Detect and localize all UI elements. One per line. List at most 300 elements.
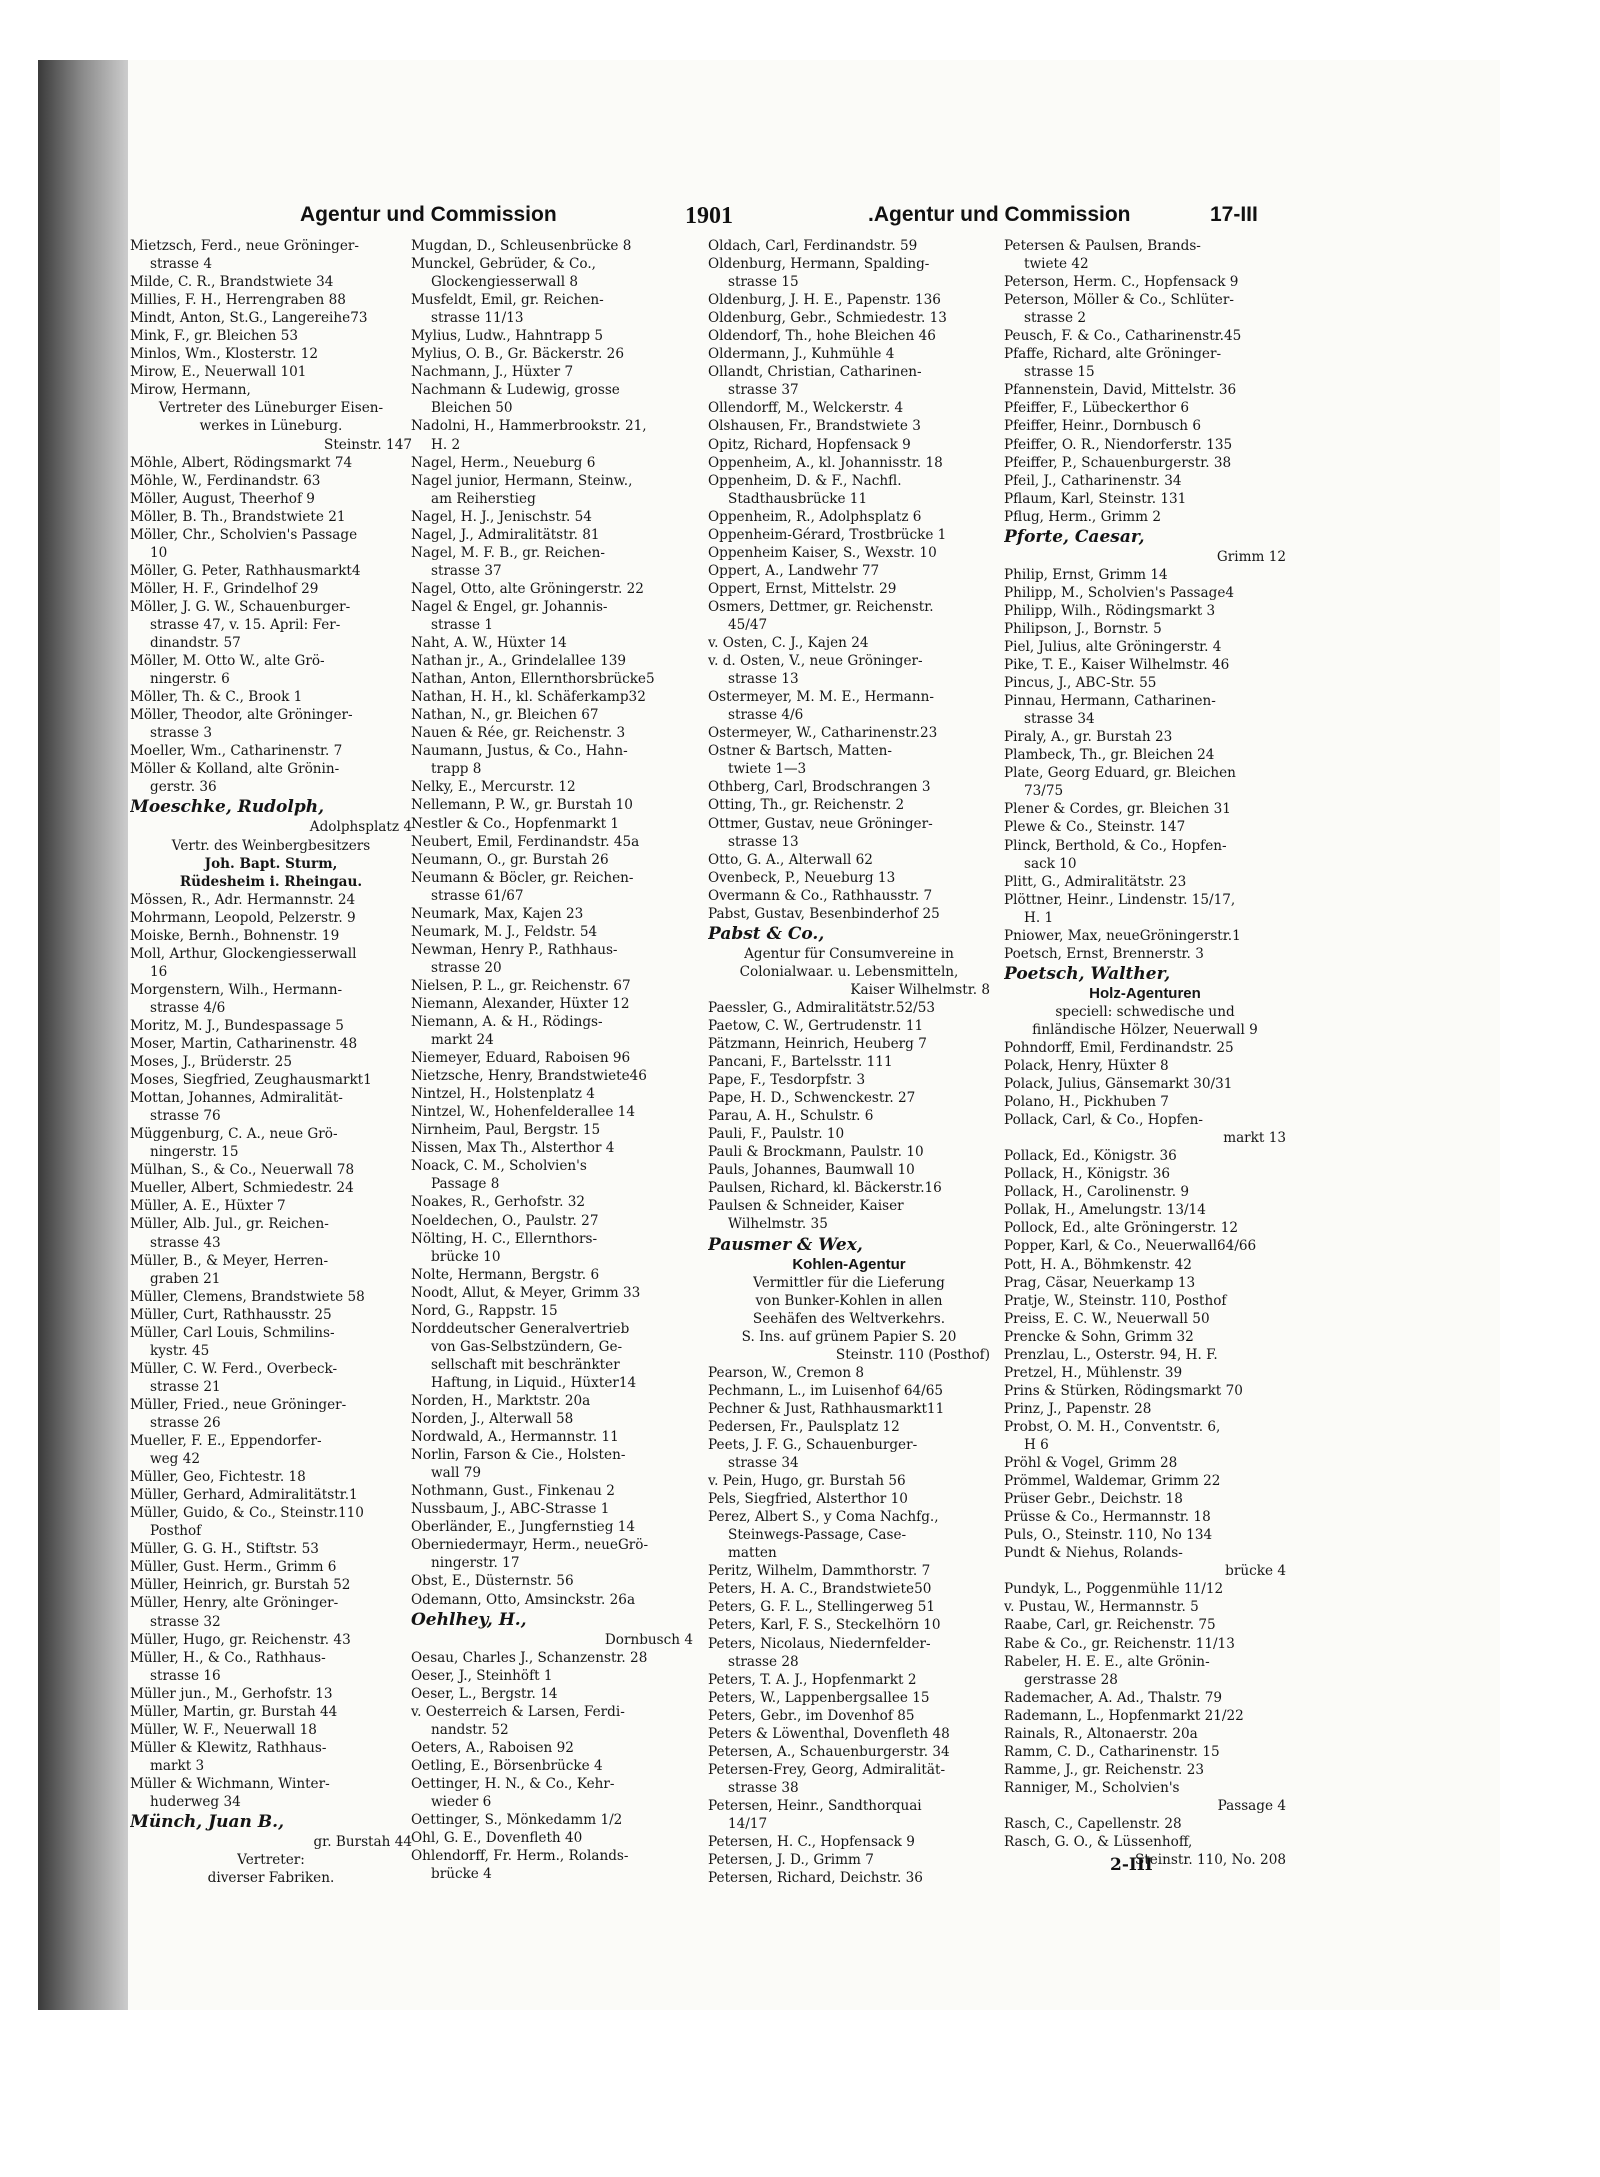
directory-entry: Rasch, G. O., & Lüssenhoff, bbox=[1004, 1834, 1193, 1851]
directory-entry: Plewe & Co., Steinstr. 147 bbox=[1004, 819, 1186, 836]
directory-entry: v. Pustau, W., Hermannstr. 5 bbox=[1004, 1599, 1199, 1616]
directory-entry: Pollack, H., Königstr. 36 bbox=[1004, 1166, 1171, 1183]
directory-entry: Möller, B. Th., Brandstwiete 21 bbox=[130, 508, 346, 525]
directory-entry: Nadolni, H., Hammerbrookstr. 21, bbox=[411, 418, 647, 435]
directory-entry: strasse 13 bbox=[728, 833, 799, 850]
directory-entry: Peters, W., Lappenbergsallee 15 bbox=[708, 1689, 930, 1706]
directory-entry: Nussbaum, J., ABC-Strasse 1 bbox=[411, 1501, 610, 1518]
directory-entry: Morgenstern, Wilh., Hermann- bbox=[130, 981, 343, 998]
directory-entry: Pollack, H., Carolinenstr. 9 bbox=[1004, 1184, 1190, 1201]
directory-entry: v. d. Osten, V., neue Gröninger- bbox=[708, 653, 923, 670]
directory-entry: Vermittler für die Lieferung bbox=[753, 1274, 945, 1291]
directory-entry: Pincus, J., ABC-Str. 55 bbox=[1004, 675, 1157, 692]
directory-entry: Poetsch, Ernst, Brennerstr. 3 bbox=[1004, 945, 1204, 962]
directory-entry: Nagel & Engel, gr. Johannis- bbox=[411, 598, 608, 615]
directory-entry: trapp 8 bbox=[431, 761, 482, 778]
directory-entry: Pauli, F., Paulstr. 10 bbox=[708, 1126, 845, 1143]
directory-entry: huderweg 34 bbox=[150, 1793, 241, 1810]
binding-shadow bbox=[38, 60, 136, 2010]
directory-entry: Müller, Gerhard, Admiralitätstr.1 bbox=[130, 1487, 358, 1504]
directory-entry: Prins & Stürken, Rödingsmarkt 70 bbox=[1004, 1382, 1243, 1399]
directory-entry: Nagel junior, Hermann, Steinw., bbox=[411, 472, 633, 489]
directory-entry: weg 42 bbox=[150, 1451, 201, 1468]
directory-entry: Mugdan, D., Schleusenbrücke 8 bbox=[411, 238, 632, 254]
directory-column-3 bbox=[708, 237, 990, 1887]
directory-entry: Peusch, F. & Co., Catharinenstr.45 bbox=[1004, 328, 1242, 345]
directory-entry: strasse 4 bbox=[150, 256, 213, 273]
directory-entry: Steinstr. 110, No. 208 bbox=[1134, 1852, 1286, 1869]
directory-entry: Müller, H., & Co., Rathhaus- bbox=[130, 1649, 326, 1666]
directory-entry: ningerstr. 17 bbox=[431, 1555, 520, 1572]
directory-entry: Oeser, J., Steinhöft 1 bbox=[411, 1667, 553, 1684]
directory-entry: Oldendorf, Th., hohe Bleichen 46 bbox=[708, 328, 936, 345]
directory-entry: Pfeiffer, O. R., Niendorferstr. 135 bbox=[1004, 436, 1233, 453]
directory-entry: Pfeiffer, F., Lübeckerthor 6 bbox=[1004, 400, 1189, 417]
advertiser-entry: Holz-Agenturen bbox=[1089, 984, 1201, 1002]
directory-entry: Pape, H. D., Schwenckestr. 27 bbox=[708, 1090, 916, 1107]
directory-column-4 bbox=[1004, 237, 1286, 1869]
directory-entry: Ostermeyer, M. M. E., Hermann- bbox=[708, 689, 934, 706]
directory-entry: Noodt, Allut, & Meyer, Grimm 33 bbox=[411, 1284, 641, 1301]
directory-entry: Othberg, Carl, Brodschrangen 3 bbox=[708, 779, 931, 796]
directory-entry: Möller, G. Peter, Rathhausmarkt4 bbox=[130, 562, 361, 579]
directory-entry: Oldenburg, Gebr., Schmiedestr. 13 bbox=[708, 310, 947, 327]
directory-entry: werkes in Lüneburg. bbox=[199, 418, 343, 435]
directory-entry: Peters, Karl, F. S., Steckelhörn 10 bbox=[708, 1617, 941, 1634]
directory-entry: strasse 38 bbox=[728, 1779, 799, 1796]
directory-entry: Norden, J., Alterwall 58 bbox=[411, 1411, 574, 1428]
page-header bbox=[130, 203, 1290, 233]
directory-entry: Dornbusch 4 bbox=[604, 1631, 693, 1648]
directory-entry: graben 21 bbox=[150, 1270, 221, 1287]
directory-entry: Müller, G. G. H., Stiftstr. 53 bbox=[130, 1541, 319, 1558]
directory-entry: Peters, T. A. J., Hopfenmarkt 2 bbox=[708, 1671, 917, 1688]
directory-entry: Neubert, Emil, Ferdinandstr. 45a bbox=[411, 833, 640, 850]
directory-entry: Oldenburg, J. H. E., Papenstr. 136 bbox=[708, 292, 941, 309]
directory-entry: Agentur für Consumvereine in bbox=[744, 945, 954, 962]
directory-entry: Philipson, J., Bornstr. 5 bbox=[1004, 620, 1162, 637]
directory-entry: Piel, Julius, alte Gröningerstr. 4 bbox=[1004, 638, 1222, 655]
directory-entry: Nauen & Rée, gr. Reichenstr. 3 bbox=[411, 725, 626, 742]
directory-entry: Pedersen, Fr., Paulsplatz 12 bbox=[708, 1418, 900, 1435]
directory-entry: Mueller, Albert, Schmiedestr. 24 bbox=[130, 1180, 354, 1197]
directory-entry: Müller, Curt, Rathhausstr. 25 bbox=[130, 1306, 332, 1323]
directory-entry: Oesau, Charles J., Schanzenstr. 28 bbox=[411, 1649, 648, 1666]
directory-entry: strasse 16 bbox=[150, 1667, 221, 1684]
directory-entry: Müller, Clemens, Brandstwiete 58 bbox=[130, 1288, 365, 1305]
directory-entry: Mössen, R., Adr. Hermannstr. 24 bbox=[130, 891, 356, 908]
directory-entry: Niemann, A. & H., Rödings- bbox=[411, 1014, 603, 1031]
directory-entry: Kaiser Wilhelmstr. 8 bbox=[850, 981, 990, 998]
directory-entry: Möller, August, Theerhof 9 bbox=[130, 490, 315, 507]
directory-entry: Pflug, Herm., Grimm 2 bbox=[1004, 508, 1162, 525]
directory-entry: S. Ins. auf grünem Papier S. 20 bbox=[741, 1328, 957, 1345]
directory-entry: 14/17 bbox=[728, 1815, 768, 1832]
directory-entry: Oeser, L., Bergstr. 14 bbox=[411, 1685, 558, 1702]
directory-entry: Müller, Henry, alte Gröninger- bbox=[130, 1595, 339, 1612]
header-page-number: 17-III bbox=[1210, 203, 1258, 226]
directory-entry: twiete 42 bbox=[1024, 256, 1089, 273]
directory-entry: Neumann & Böcler, gr. Reichen- bbox=[411, 869, 634, 886]
directory-entry: strasse 15 bbox=[1024, 364, 1095, 381]
directory-entry: Norlin, Farson & Cie., Holsten- bbox=[411, 1447, 626, 1464]
directory-entry: Pretzel, H., Mühlenstr. 39 bbox=[1004, 1364, 1183, 1381]
directory-entry: Möller & Kolland, alte Grönin- bbox=[130, 761, 340, 778]
directory-entry: Neumark, Max, Kajen 23 bbox=[411, 905, 584, 922]
directory-entry: Colonialwaar. u. Lebensmitteln, bbox=[739, 963, 959, 980]
directory-entry: Overmann & Co., Rathhausstr. 7 bbox=[708, 887, 933, 904]
directory-entry: strasse 20 bbox=[431, 959, 502, 976]
directory-entry: Wilhelmstr. 35 bbox=[728, 1216, 828, 1233]
directory-entry: Müller, Guido, & Co., Steinstr.110 bbox=[130, 1505, 364, 1522]
directory-entry: Plöttner, Heinr., Lindenstr. 15/17, bbox=[1004, 891, 1236, 908]
directory-entry: v. Oesterreich & Larsen, Ferdi- bbox=[411, 1703, 625, 1720]
directory-entry: Peterson, Möller & Co., Schlüter- bbox=[1004, 292, 1234, 309]
header-right-title: .Agentur und Commission bbox=[868, 203, 1131, 226]
directory-entry: Passage 8 bbox=[431, 1176, 500, 1193]
directory-entry: Möller, Chr., Scholvien's Passage bbox=[130, 526, 358, 543]
directory-entry: Nathan, Anton, Ellernthorsbrücke5 bbox=[411, 671, 655, 688]
directory-entry: Müller, Martin, gr. Burstah 44 bbox=[130, 1703, 338, 1720]
directory-entry: Pearson, W., Cremon 8 bbox=[708, 1364, 865, 1381]
directory-entry: Pfeil, J., Catharinenstr. 34 bbox=[1004, 472, 1182, 489]
directory-entry: Otting, Th., gr. Reichenstr. 2 bbox=[708, 797, 905, 814]
directory-entry: diverser Fabriken. bbox=[207, 1870, 335, 1887]
directory-entry: Pröhl & Vogel, Grimm 28 bbox=[1004, 1455, 1178, 1472]
directory-entry: Posthof bbox=[150, 1523, 202, 1540]
directory-entry: Oppenheim, D. & F., Nachfl. bbox=[708, 472, 902, 489]
directory-entry: Müggenburg, C. A., neue Grö- bbox=[130, 1126, 338, 1143]
directory-entry: Milde, C. R., Brandstwiete 34 bbox=[130, 274, 334, 291]
directory-entry: wieder 6 bbox=[431, 1793, 492, 1810]
directory-entry: Ollandt, Christian, Catharinen- bbox=[708, 364, 922, 381]
directory-entry: strasse 21 bbox=[150, 1378, 221, 1395]
directory-entry: Naht, A. W., Hüxter 14 bbox=[411, 635, 567, 652]
directory-entry: Preiss, E. C. W., Neuerwall 50 bbox=[1004, 1310, 1210, 1327]
directory-entry: Rabe & Co., gr. Reichenstr. 11/13 bbox=[1004, 1635, 1235, 1652]
directory-entry: brücke 4 bbox=[1225, 1563, 1286, 1580]
directory-entry: Nachmann, J., Hüxter 7 bbox=[411, 364, 574, 381]
directory-entry: Oberniedermayr, Herm., neueGrö- bbox=[411, 1537, 649, 1554]
directory-entry: Musfeldt, Emil, gr. Reichen- bbox=[411, 292, 604, 309]
directory-entry: ningerstr. 15 bbox=[150, 1144, 239, 1161]
directory-entry: Paulsen, Richard, kl. Bäckerstr.16 bbox=[708, 1180, 942, 1197]
directory-entry: Olshausen, Fr., Brandstwiete 3 bbox=[708, 418, 921, 435]
directory-entry: Oettinger, H. N., & Co., Kehr- bbox=[411, 1775, 615, 1792]
advertiser-entry: Kohlen-Agentur bbox=[792, 1255, 906, 1273]
directory-entry: strasse 34 bbox=[728, 1455, 799, 1472]
directory-entry: Osmers, Dettmer, gr. Reichenstr. bbox=[708, 598, 934, 615]
directory-entry: Peters, G. F. L., Stellingerweg 51 bbox=[708, 1599, 936, 1616]
directory-entry: Nirnheim, Paul, Bergstr. 15 bbox=[411, 1122, 601, 1139]
directory-entry: Pollack, Carl, & Co., Hopfen- bbox=[1004, 1112, 1203, 1129]
directory-entry: Norden, H., Marktstr. 20a bbox=[411, 1393, 591, 1409]
directory-entry: strasse 47, v. 15. April: Fer- bbox=[150, 616, 341, 633]
directory-entry: Obst, E., Düsternstr. 56 bbox=[411, 1573, 574, 1590]
directory-entry: Plambeck, Th., gr. Bleichen 24 bbox=[1004, 747, 1215, 764]
directory-entry: Mirow, Hermann, bbox=[130, 382, 251, 399]
directory-entry: Moiske, Bernh., Bohnenstr. 19 bbox=[130, 927, 340, 944]
directory-entry: Mylius, O. B., Gr. Bäckerstr. 26 bbox=[411, 346, 624, 363]
directory-entry: finländische Hölzer, Neuerwall 9 bbox=[1032, 1021, 1258, 1038]
directory-entry: Nissen, Max Th., Alsterthor 4 bbox=[411, 1140, 615, 1157]
directory-entry: Müller, Fried., neue Gröninger- bbox=[130, 1396, 347, 1413]
directory-entry: Pape, F., Tesdorpfstr. 3 bbox=[708, 1072, 866, 1089]
directory-entry: Petersen & Paulsen, Brands- bbox=[1004, 238, 1201, 254]
directory-entry: ningerstr. 6 bbox=[150, 671, 230, 688]
directory-entry: Polack, Henry, Hüxter 8 bbox=[1004, 1058, 1169, 1075]
directory-entry: Otto, G. A., Alterwall 62 bbox=[708, 851, 873, 868]
directory-entry: strasse 4/6 bbox=[150, 999, 226, 1016]
directory-entry: strasse 11/13 bbox=[431, 310, 524, 327]
directory-entry: Ottmer, Gustav, neue Gröninger- bbox=[708, 815, 933, 832]
directory-entry: Pinnau, Hermann, Catharinen- bbox=[1004, 693, 1216, 710]
directory-entry: Paetow, C. W., Gertrudenstr. 11 bbox=[708, 1017, 924, 1034]
directory-entry: sellschaft mit beschränkter bbox=[431, 1356, 620, 1373]
directory-entry: Naumann, Justus, & Co., Hahn- bbox=[411, 743, 628, 760]
directory-entry: Müller, A. E., Hüxter 7 bbox=[130, 1198, 286, 1215]
directory-entry: Pauli & Brockmann, Paulstr. 10 bbox=[708, 1144, 924, 1161]
directory-entry: Munckel, Gebrüder, & Co., bbox=[411, 256, 596, 273]
directory-entry: Perez, Albert S., y Coma Nachfg., bbox=[708, 1509, 939, 1526]
directory-entry: Mülhan, S., & Co., Neuerwall 78 bbox=[130, 1162, 355, 1179]
directory-entry: Oppert, A., Landwehr 77 bbox=[708, 562, 880, 579]
header-left-title: Agentur und Commission bbox=[300, 203, 557, 226]
directory-entry: Popper, Karl, & Co., Neuerwall64/66 bbox=[1004, 1238, 1257, 1255]
directory-entry: Piraly, A., gr. Burstah 23 bbox=[1004, 729, 1173, 746]
directory-entry: Nagel, Otto, alte Gröningerstr. 22 bbox=[411, 580, 644, 597]
directory-entry: strasse 76 bbox=[150, 1108, 221, 1125]
directory-entry: strasse 4/6 bbox=[728, 707, 804, 724]
directory-entry: Newman, Henry P., Rathhaus- bbox=[411, 941, 618, 958]
directory-entry: Möller, Theodor, alte Gröninger- bbox=[130, 707, 353, 724]
directory-entry: Mink, F., gr. Bleichen 53 bbox=[130, 328, 299, 345]
directory-entry: Möller, M. Otto W., alte Grö- bbox=[130, 653, 325, 670]
advertiser-entry: Moeschke, Rudolph, bbox=[130, 797, 325, 818]
directory-entry: Raabe, Carl, gr. Reichenstr. 75 bbox=[1004, 1617, 1216, 1634]
directory-entry: Rademann, L., Hopfenmarkt 21/22 bbox=[1004, 1707, 1244, 1724]
directory-entry: Ramme, J., gr. Reichenstr. 23 bbox=[1004, 1761, 1205, 1778]
directory-entry: Petersen, H. C., Hopfensack 9 bbox=[708, 1834, 915, 1851]
directory-entry: Ostermeyer, W., Catharinenstr.23 bbox=[708, 725, 938, 742]
directory-entry: Prenzlau, L., Osterstr. 94, H. F. bbox=[1004, 1346, 1218, 1363]
directory-entry: Passage 4 bbox=[1217, 1797, 1286, 1814]
directory-entry: strasse 1 bbox=[431, 616, 494, 633]
directory-entry: Pfaffe, Richard, alte Gröninger- bbox=[1004, 346, 1222, 363]
directory-entry: Moritz, M. J., Bundespassage 5 bbox=[130, 1017, 344, 1034]
directory-entry: Paulsen & Schneider, Kaiser bbox=[708, 1198, 904, 1215]
directory-entry: strasse 28 bbox=[728, 1653, 799, 1670]
directory-entry: twiete 1—3 bbox=[728, 761, 807, 778]
directory-entry: Bleichen 50 bbox=[431, 400, 513, 417]
directory-entry: Petersen, Heinr., Sandthorquai bbox=[708, 1797, 922, 1814]
directory-entry: strasse 37 bbox=[431, 562, 502, 579]
directory-entry: Moeller, Wm., Catharinenstr. 7 bbox=[130, 743, 343, 760]
directory-entry: Möller, Th. & C., Brook 1 bbox=[130, 689, 303, 706]
directory-entry: Möhle, W., Ferdinandstr. 63 bbox=[130, 472, 321, 489]
directory-entry: Oettinger, S., Mönkedamm 1/2 bbox=[411, 1812, 623, 1829]
directory-entry: dinandstr. 57 bbox=[150, 635, 241, 652]
directory-entry: Philipp, M., Scholvien's Passage4 bbox=[1004, 584, 1235, 601]
directory-entry: H. 1 bbox=[1024, 909, 1054, 926]
directory-entry: H. 2 bbox=[431, 436, 461, 453]
directory-entry: Möller, J. G. W., Schauenburger- bbox=[130, 598, 351, 615]
directory-entry: Pollak, H., Amelungstr. 13/14 bbox=[1004, 1202, 1206, 1219]
directory-entry: Plitt, G., Admiralitätstr. 23 bbox=[1004, 873, 1187, 890]
directory-entry: Paessler, G., Admiralitätstr.52/53 bbox=[708, 999, 936, 1016]
directory-entry: Nestler & Co., Hopfenmarkt 1 bbox=[411, 815, 620, 832]
directory-entry: Ollendorff, M., Welckerstr. 4 bbox=[708, 400, 904, 417]
header-year: 1901 bbox=[685, 203, 733, 229]
directory-entry: Rainals, R., Altonaerstr. 20a bbox=[1004, 1725, 1198, 1742]
directory-entry: Pundt & Niehus, Rolands- bbox=[1004, 1545, 1183, 1562]
directory-entry: Rabeler, H. E. E., alte Grönin- bbox=[1004, 1653, 1210, 1670]
directory-entry: Pundyk, L., Poggenmühle 11/12 bbox=[1004, 1581, 1224, 1598]
directory-entry: strasse 43 bbox=[150, 1234, 221, 1251]
directory-entry: Nölting, H. C., Ellernthors- bbox=[411, 1230, 598, 1247]
directory-entry: Rüdesheim i. Rheingau. bbox=[179, 873, 363, 890]
directory-entry: Müller & Klewitz, Rathhaus- bbox=[130, 1739, 327, 1756]
directory-entry: Puls, O., Steinstr. 110, No 134 bbox=[1004, 1527, 1213, 1544]
directory-entry: Moses, Siegfried, Zeughausmarkt1 bbox=[130, 1072, 372, 1089]
directory-entry: Müller, Geo, Fichtestr. 18 bbox=[130, 1469, 306, 1486]
advertiser-entry: Münch, Juan B., bbox=[130, 1812, 284, 1833]
directory-entry: Pabst, Gustav, Besenbinderhof 25 bbox=[708, 905, 940, 922]
directory-entry: strasse 32 bbox=[150, 1613, 221, 1630]
advertiser-entry: Poetsch, Walther, bbox=[1004, 963, 1171, 984]
directory-entry: Oldach, Carl, Ferdinandstr. 59 bbox=[708, 238, 918, 254]
directory-entry: Minlos, Wm., Klosterstr. 12 bbox=[130, 346, 319, 363]
directory-entry: kystr. 45 bbox=[150, 1342, 210, 1359]
directory-entry: strasse 37 bbox=[728, 382, 799, 399]
directory-entry: Nolte, Hermann, Bergstr. 6 bbox=[411, 1266, 600, 1283]
directory-entry: von Gas-Selbstzündern, Ge- bbox=[431, 1338, 623, 1355]
directory-entry: Pratje, W., Steinstr. 110, Posthof bbox=[1004, 1292, 1227, 1309]
directory-entry: Ohl, G. E., Dovenfleth 40 bbox=[411, 1830, 583, 1847]
advertiser-entry: Pabst & Co., bbox=[708, 923, 825, 944]
advertiser-entry: Pausmer & Wex, bbox=[708, 1234, 863, 1255]
directory-entry: von Bunker-Kohlen in allen bbox=[755, 1292, 943, 1309]
directory-entry: Neumark, M. J., Feldstr. 54 bbox=[411, 923, 598, 940]
directory-entry: Haftung, in Liquid., Hüxter14 bbox=[431, 1374, 637, 1391]
directory-entry: Moses, J., Brüderstr. 25 bbox=[130, 1054, 292, 1071]
directory-entry: Moll, Arthur, Glockengiesserwall bbox=[130, 945, 357, 962]
directory-entry: Nathan jr., A., Grindelallee 139 bbox=[411, 653, 627, 670]
directory-entry: Pniower, Max, neueGröningerstr.1 bbox=[1004, 927, 1241, 944]
directory-entry: matten bbox=[728, 1545, 777, 1562]
directory-entry: markt 13 bbox=[1223, 1130, 1286, 1147]
directory-entry: Müller, C. W. Ferd., Overbeck- bbox=[130, 1360, 338, 1377]
directory-entry: Steinstr. 110 (Posthof) bbox=[835, 1346, 990, 1363]
directory-entry: brücke 4 bbox=[431, 1866, 492, 1883]
directory-entry: Vertr. des Weinbergbesitzers bbox=[171, 837, 371, 854]
directory-entry: Parau, A. H., Schulstr. 6 bbox=[708, 1108, 874, 1125]
directory-entry: Prüser Gebr., Deichstr. 18 bbox=[1004, 1491, 1183, 1508]
directory-entry: Oetling, E., Börsenbrücke 4 bbox=[411, 1757, 603, 1774]
directory-entry: gerstrasse 28 bbox=[1024, 1671, 1118, 1688]
directory-entry: Oldermann, J., Kuhmühle 4 bbox=[708, 346, 895, 363]
directory-entry: Nothmann, Gust., Finkenau 2 bbox=[411, 1483, 615, 1500]
directory-entry: Ohlendorff, Fr. Herm., Rolands- bbox=[411, 1848, 629, 1865]
directory-entry: Ostner & Bartsch, Matten- bbox=[708, 743, 893, 760]
directory-entry: 10 bbox=[150, 544, 168, 561]
directory-entry: Niemeyer, Eduard, Raboisen 96 bbox=[411, 1050, 631, 1067]
directory-entry: markt 3 bbox=[150, 1757, 205, 1774]
directory-entry: Pauls, Johannes, Baumwall 10 bbox=[708, 1162, 915, 1179]
directory-entry: Mietzsch, Ferd., neue Gröninger- bbox=[130, 238, 359, 254]
directory-entry: strasse 3 bbox=[150, 725, 213, 742]
directory-entry: Ramm, C. D., Catharinenstr. 15 bbox=[1004, 1743, 1220, 1760]
directory-entry: Ranniger, M., Scholvien's bbox=[1004, 1779, 1180, 1796]
directory-entry: Oppenheim, A., kl. Johannisstr. 18 bbox=[708, 454, 943, 471]
directory-entry: Prinz, J., Papenstr. 28 bbox=[1004, 1400, 1152, 1417]
directory-column-1 bbox=[130, 237, 412, 1887]
directory-entry: Steinwegs-Passage, Case- bbox=[728, 1527, 907, 1544]
directory-entry: Peters & Löwenthal, Dovenfleth 48 bbox=[708, 1725, 950, 1742]
directory-entry: Nagel, M. F. B., gr. Reichen- bbox=[411, 544, 605, 561]
directory-entry: Niemann, Alexander, Hüxter 12 bbox=[411, 995, 630, 1012]
directory-entry: Müller, Alb. Jul., gr. Reichen- bbox=[130, 1216, 329, 1233]
directory-entry: Stadthausbrücke 11 bbox=[728, 490, 868, 507]
directory-entry: 73/75 bbox=[1024, 783, 1064, 800]
directory-entry: Grimm 12 bbox=[1216, 548, 1286, 565]
directory-entry: Oppenheim, R., Adolphsplatz 6 bbox=[708, 508, 922, 525]
directory-entry: markt 24 bbox=[431, 1032, 494, 1049]
directory-entry: Philip, Ernst, Grimm 14 bbox=[1004, 566, 1168, 583]
directory-entry: Mindt, Anton, St.G., Langereihe73 bbox=[130, 310, 368, 327]
directory-entry: Pfeiffer, Heinr., Dornbusch 6 bbox=[1004, 418, 1201, 435]
directory-entry: Pancani, F., Bartelsstr. 111 bbox=[708, 1054, 893, 1071]
directory-column-2 bbox=[411, 237, 693, 1883]
directory-entry: Pflaum, Karl, Steinstr. 131 bbox=[1004, 490, 1187, 507]
directory-entry: Pfannenstein, David, Mittelstr. 36 bbox=[1004, 382, 1237, 399]
directory-entry: Vertreter des Lüneburger Eisen- bbox=[158, 400, 384, 417]
directory-entry: Peters, Gebr., im Dovenhof 85 bbox=[708, 1707, 915, 1724]
directory-entry: Prüsse & Co., Hermannstr. 18 bbox=[1004, 1509, 1211, 1526]
directory-entry: Pike, T. E., Kaiser Wilhelmstr. 46 bbox=[1004, 657, 1230, 674]
directory-entry: Pechner & Just, Rathhausmarkt11 bbox=[708, 1400, 945, 1417]
directory-entry: Prencke & Sohn, Grimm 32 bbox=[1004, 1328, 1194, 1345]
directory-entry: Nellemann, P. W., gr. Burstah 10 bbox=[411, 797, 633, 814]
directory-entry: Nathan, N., gr. Bleichen 67 bbox=[411, 707, 599, 724]
directory-entry: Norddeutscher Generalvertrieb bbox=[411, 1320, 630, 1337]
directory-entry: Plinck, Berthold, & Co., Hopfen- bbox=[1004, 837, 1227, 854]
directory-entry: Oberländer, E., Jungfernstieg 14 bbox=[411, 1519, 636, 1536]
directory-entry: H 6 bbox=[1024, 1437, 1049, 1453]
directory-entry: Probst, O. M. H., Conventstr. 6, bbox=[1004, 1418, 1221, 1435]
directory-entry: Neumann, O., gr. Burstah 26 bbox=[411, 851, 609, 868]
directory-entry: Oppenheim Kaiser, S., Wexstr. 10 bbox=[708, 544, 937, 561]
directory-entry: Mueller, F. E., Eppendorfer- bbox=[130, 1433, 322, 1450]
directory-entry: strasse 13 bbox=[728, 671, 799, 688]
directory-entry: Oppert, Ernst, Mittelstr. 29 bbox=[708, 580, 897, 597]
directory-entry: gerstr. 36 bbox=[150, 779, 217, 796]
directory-entry: brücke 10 bbox=[431, 1248, 501, 1265]
directory-entry: Müller, W. F., Neuerwall 18 bbox=[130, 1721, 317, 1738]
directory-entry: Pott, H. A., Böhmkenstr. 42 bbox=[1004, 1256, 1192, 1273]
directory-entry: Nordwald, A., Hermannstr. 11 bbox=[411, 1429, 619, 1446]
directory-entry: Petersen, A., Schauenburgerstr. 34 bbox=[708, 1743, 950, 1760]
directory-entry: v. Pein, Hugo, gr. Burstah 56 bbox=[708, 1473, 906, 1490]
directory-entry: Müller, Carl Louis, Schmilins- bbox=[130, 1324, 335, 1341]
advertiser-entry: Pforte, Caesar, bbox=[1004, 526, 1145, 547]
directory-entry: Möhle, Albert, Rödingsmarkt 74 bbox=[130, 454, 353, 471]
directory-entry: Steinstr. 147 bbox=[324, 436, 412, 453]
directory-entry: Peters, Nicolaus, Niedernfelder- bbox=[708, 1635, 931, 1652]
directory-entry: Petersen, Richard, Deichstr. 36 bbox=[708, 1870, 923, 1887]
directory-entry: Peritz, Wilhelm, Dammthorstr. 7 bbox=[708, 1563, 931, 1580]
directory-entry: strasse 26 bbox=[150, 1415, 221, 1431]
